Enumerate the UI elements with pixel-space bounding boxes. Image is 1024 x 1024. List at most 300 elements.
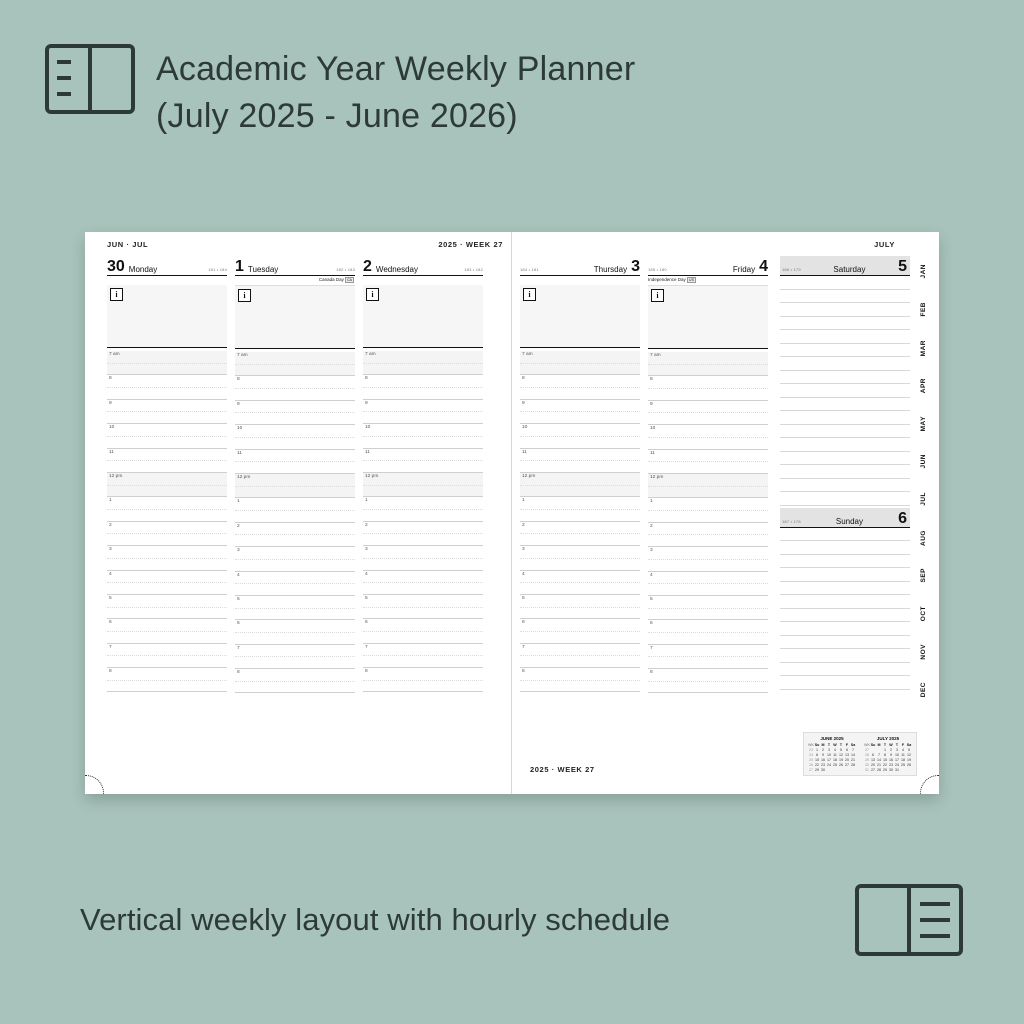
- day-ordinal-meta: 183 • 182: [464, 267, 483, 272]
- write-line[interactable]: [780, 330, 910, 344]
- write-line[interactable]: [780, 317, 910, 331]
- day-header: [780, 508, 910, 528]
- mini-day[interactable]: 23: [821, 762, 825, 767]
- mini-day[interactable]: 29: [883, 767, 887, 772]
- planner-left-page: [85, 232, 512, 794]
- hour-label: 5: [650, 596, 653, 602]
- mini-col-header: F: [901, 742, 905, 747]
- mini-day[interactable]: 27: [871, 767, 875, 772]
- mini-day[interactable]: 3: [828, 747, 830, 752]
- day-notes-area[interactable]: [363, 285, 483, 348]
- write-line[interactable]: [780, 479, 910, 493]
- hour-row[interactable]: [520, 668, 640, 692]
- mini-week-number: 28: [865, 752, 869, 757]
- hour-row[interactable]: [107, 619, 227, 643]
- page-title-line1: Academic Year Weekly Planner: [156, 50, 636, 88]
- day-header: [520, 256, 640, 276]
- write-line[interactable]: [780, 649, 910, 663]
- mini-day[interactable]: 18: [833, 757, 837, 762]
- hour-label: 8: [365, 669, 368, 675]
- day-column-wednesday[interactable]: [363, 256, 483, 693]
- hour-row[interactable]: [648, 425, 768, 449]
- hour-row[interactable]: [520, 595, 640, 619]
- holiday-name: Independence Day: [648, 277, 686, 283]
- mini-day[interactable]: 24: [827, 762, 831, 767]
- day-notes-area[interactable]: [107, 285, 227, 348]
- mini-day[interactable]: 9: [890, 752, 892, 757]
- mini-day[interactable]: 10: [895, 752, 899, 757]
- mini-day[interactable]: 30: [889, 767, 893, 772]
- holiday-name: Canada Day: [318, 277, 344, 283]
- day-number: 4: [759, 258, 768, 275]
- mini-day[interactable]: 30: [821, 767, 825, 772]
- hour-row[interactable]: [107, 351, 227, 375]
- hour-label: 5: [237, 596, 240, 602]
- mini-day[interactable]: 9: [822, 752, 824, 757]
- hour-label: 11: [650, 450, 655, 456]
- write-line[interactable]: [780, 303, 910, 317]
- mini-day[interactable]: 2: [890, 747, 892, 752]
- hour-label: 7 am: [522, 352, 533, 357]
- mini-day[interactable]: 6: [872, 752, 874, 757]
- day-number: 2: [363, 258, 372, 275]
- mini-col-header: T: [883, 742, 887, 747]
- hour-row[interactable]: [520, 400, 640, 424]
- write-line[interactable]: [780, 676, 910, 690]
- page-footer: [80, 880, 964, 960]
- day-notes-area[interactable]: [520, 285, 640, 348]
- mini-day[interactable]: 16: [821, 757, 825, 762]
- day-number: 6: [898, 509, 907, 527]
- hour-row[interactable]: [235, 669, 355, 693]
- hour-label: 7 am: [109, 352, 120, 357]
- day-block-saturday[interactable]: [780, 256, 910, 506]
- write-line[interactable]: [780, 465, 910, 479]
- hour-row[interactable]: [235, 401, 355, 425]
- hour-row[interactable]: [235, 474, 355, 498]
- mini-week-number: 26: [809, 762, 813, 767]
- hour-label: 3: [522, 547, 525, 553]
- hour-label: 2: [650, 523, 653, 529]
- hour-label: 6: [365, 620, 368, 626]
- hour-label: 7: [650, 645, 653, 651]
- mini-day[interactable]: 20: [845, 757, 849, 762]
- open-book-icon: [854, 880, 964, 960]
- hour-label: 12 pm: [650, 474, 664, 480]
- hour-row[interactable]: [363, 449, 483, 473]
- mini-day[interactable]: [850, 767, 856, 772]
- page-title-line2: (July 2025 - June 2026): [156, 96, 518, 135]
- month-tab-jun[interactable]: JUN: [920, 454, 927, 469]
- write-line[interactable]: [780, 276, 910, 290]
- holiday-country-flag: CA: [347, 278, 352, 282]
- day-notes-area[interactable]: [235, 286, 355, 349]
- mini-day[interactable]: 1: [884, 747, 886, 752]
- day-ordinal-meta: 185 • 180: [648, 267, 667, 272]
- day-number: 1: [235, 258, 244, 275]
- hour-row[interactable]: [235, 352, 355, 376]
- month-tab-dec[interactable]: DEC: [920, 682, 927, 698]
- mini-day[interactable]: 11: [901, 752, 905, 757]
- mini-day[interactable]: 29: [815, 767, 819, 772]
- mini-day[interactable]: 15: [883, 757, 887, 762]
- hour-row[interactable]: [648, 498, 768, 522]
- mini-col-header: T: [827, 742, 831, 747]
- mini-day[interactable]: 31: [895, 767, 899, 772]
- right-day-columns: [520, 256, 921, 693]
- write-line[interactable]: [780, 371, 910, 385]
- mini-day[interactable]: 16: [889, 757, 893, 762]
- mini-day[interactable]: 22: [883, 762, 887, 767]
- hour-grid: [648, 352, 768, 693]
- hour-row[interactable]: [520, 375, 640, 399]
- mini-day[interactable]: 14: [851, 752, 855, 757]
- hour-label: 6: [237, 621, 240, 627]
- day-notes-area[interactable]: [648, 286, 768, 349]
- hour-row[interactable]: [107, 449, 227, 473]
- mini-day[interactable]: 5: [840, 747, 842, 752]
- mini-day[interactable]: [906, 767, 912, 772]
- hour-label: 2: [237, 523, 240, 529]
- mini-col-header: Sa: [906, 742, 912, 747]
- day-column-friday[interactable]: [648, 256, 768, 693]
- hour-row[interactable]: [107, 571, 227, 595]
- weekend-write-lines[interactable]: [780, 276, 910, 506]
- hour-row[interactable]: [235, 450, 355, 474]
- hour-label: 1: [109, 498, 112, 504]
- info-icon[interactable]: i: [110, 288, 123, 301]
- footer-caption: Vertical weekly layout with hourly schedule: [80, 902, 671, 937]
- hour-label: 5: [522, 595, 525, 601]
- hour-row[interactable]: [648, 523, 768, 547]
- hour-row[interactable]: [648, 352, 768, 376]
- hour-row[interactable]: [648, 401, 768, 425]
- write-line[interactable]: [780, 357, 910, 371]
- right-page-week-label: 2025 · WEEK 27: [530, 765, 595, 774]
- write-line[interactable]: [780, 541, 910, 555]
- hour-row[interactable]: [235, 620, 355, 644]
- mini-day[interactable]: 13: [871, 757, 875, 762]
- mini-col-header: Su: [814, 742, 820, 747]
- mini-day[interactable]: 7: [852, 747, 854, 752]
- mini-day[interactable]: 14: [877, 757, 881, 762]
- mini-day[interactable]: 3: [896, 747, 898, 752]
- write-line[interactable]: [780, 425, 910, 439]
- day-header: [780, 256, 910, 276]
- mini-col-header: W: [833, 742, 837, 747]
- hour-label: 12 pm: [109, 473, 123, 479]
- mini-calendar-title: JUNE 2025: [820, 736, 844, 741]
- mini-week-number: 24: [809, 752, 813, 757]
- hour-label: 9: [109, 400, 112, 406]
- info-icon[interactable]: i: [523, 288, 536, 301]
- mini-day[interactable]: 21: [851, 757, 855, 762]
- hour-label: 11: [237, 450, 242, 456]
- write-line[interactable]: [780, 528, 910, 542]
- hour-label: 2: [109, 522, 112, 528]
- mini-day[interactable]: 17: [827, 757, 831, 762]
- mini-day[interactable]: 6: [846, 747, 848, 752]
- hour-label: 1: [237, 499, 240, 505]
- hour-label: 8: [237, 377, 240, 383]
- mini-col-header: T: [839, 742, 843, 747]
- hour-row[interactable]: [107, 375, 227, 399]
- write-line[interactable]: [780, 438, 910, 452]
- hour-label: 11: [109, 449, 114, 455]
- hour-row[interactable]: [107, 522, 227, 546]
- mini-day[interactable]: 17: [895, 757, 899, 762]
- hour-row[interactable]: [107, 497, 227, 521]
- mini-day[interactable]: 1: [816, 747, 818, 752]
- hour-row[interactable]: [520, 546, 640, 570]
- hour-row[interactable]: [520, 449, 640, 473]
- mini-day[interactable]: 21: [877, 762, 881, 767]
- mini-col-header: W: [889, 742, 893, 747]
- mini-day[interactable]: 4: [902, 747, 904, 752]
- mini-col-header: WK: [864, 742, 870, 747]
- mini-day[interactable]: 12: [839, 752, 843, 757]
- mini-day[interactable]: 11: [833, 752, 837, 757]
- hour-row[interactable]: [235, 596, 355, 620]
- day-header: [235, 256, 355, 276]
- mini-day[interactable]: 28: [877, 767, 881, 772]
- hour-row[interactable]: [363, 522, 483, 546]
- hour-label: 4: [237, 572, 240, 578]
- mini-day[interactable]: 28: [851, 762, 855, 767]
- mini-day[interactable]: 20: [871, 762, 875, 767]
- hour-row[interactable]: [363, 595, 483, 619]
- hour-row[interactable]: [520, 522, 640, 546]
- month-tab-jan[interactable]: JAN: [920, 264, 927, 279]
- hour-row[interactable]: [235, 498, 355, 522]
- mini-day[interactable]: 5: [908, 747, 910, 752]
- mini-day[interactable]: 4: [834, 747, 836, 752]
- hour-row[interactable]: [107, 473, 227, 497]
- hour-label: 5: [365, 595, 368, 601]
- hour-row[interactable]: [235, 572, 355, 596]
- write-line[interactable]: [780, 609, 910, 623]
- month-tab-may[interactable]: MAY: [920, 416, 927, 432]
- hour-row[interactable]: [107, 644, 227, 668]
- mini-week-number: 27: [809, 767, 813, 772]
- mini-day[interactable]: 26: [839, 762, 843, 767]
- mini-day[interactable]: 8: [816, 752, 818, 757]
- write-line[interactable]: [780, 344, 910, 358]
- hour-row[interactable]: [363, 400, 483, 424]
- write-line[interactable]: [780, 595, 910, 609]
- mini-week-number: 29: [865, 757, 869, 762]
- mini-col-header: M: [821, 742, 825, 747]
- hour-row[interactable]: [520, 351, 640, 375]
- hour-row[interactable]: [235, 376, 355, 400]
- mini-day[interactable]: 15: [815, 757, 819, 762]
- month-tab-apr[interactable]: APR: [920, 378, 927, 394]
- day-number: 3: [631, 258, 640, 275]
- mini-calendar-july: [864, 736, 912, 772]
- hour-row[interactable]: [235, 547, 355, 571]
- write-line[interactable]: [780, 398, 910, 412]
- holiday-label: [107, 276, 227, 285]
- mini-week-number: 27: [865, 747, 869, 752]
- hour-row[interactable]: [363, 497, 483, 521]
- day-name: Sunday: [835, 516, 863, 526]
- hour-row[interactable]: [107, 424, 227, 448]
- hour-label: 9: [365, 400, 368, 406]
- write-line[interactable]: [780, 622, 910, 636]
- hour-row[interactable]: [648, 645, 768, 669]
- page-header: [44, 40, 635, 140]
- hour-label: 8: [365, 376, 368, 382]
- hour-row[interactable]: [648, 669, 768, 693]
- day-number: 5: [898, 258, 907, 275]
- hour-label: 8: [522, 669, 525, 675]
- hour-row[interactable]: [363, 375, 483, 399]
- hour-grid: [520, 351, 640, 692]
- mini-day[interactable]: 26: [907, 762, 911, 767]
- weekend-write-lines[interactable]: [780, 528, 910, 690]
- info-icon[interactable]: i: [238, 289, 251, 302]
- page-corner-arc: [85, 775, 104, 794]
- hour-label: 1: [650, 499, 653, 505]
- open-book-icon: [44, 40, 136, 118]
- mini-col-header: T: [895, 742, 899, 747]
- day-name: Tuesday: [247, 265, 279, 274]
- hour-row[interactable]: [107, 668, 227, 692]
- hour-row[interactable]: [648, 376, 768, 400]
- mini-day[interactable]: 19: [907, 757, 911, 762]
- hour-row[interactable]: [363, 619, 483, 643]
- page-corner-arc: [920, 775, 939, 794]
- month-tab-feb[interactable]: FEB: [920, 302, 927, 317]
- mini-day[interactable]: 8: [884, 752, 886, 757]
- month-tab-sep[interactable]: SEP: [920, 568, 927, 583]
- month-tab-mar[interactable]: MAR: [920, 340, 927, 357]
- write-line[interactable]: [780, 492, 910, 506]
- day-number: 30: [107, 258, 125, 275]
- mini-day[interactable]: 18: [901, 757, 905, 762]
- month-tab-nov[interactable]: NOV: [920, 644, 927, 660]
- hour-row[interactable]: [520, 571, 640, 595]
- write-line[interactable]: [780, 582, 910, 596]
- hour-label: 10: [650, 426, 656, 432]
- mini-day[interactable]: 25: [901, 762, 905, 767]
- write-line[interactable]: [780, 452, 910, 466]
- hour-row[interactable]: [363, 644, 483, 668]
- hour-label: 7 am: [237, 353, 248, 358]
- mini-calendars: [803, 732, 917, 776]
- hour-label: 12 pm: [522, 473, 536, 479]
- day-header: [648, 256, 768, 276]
- left-page-month-range: JUN · JUL: [107, 240, 149, 249]
- day-ordinal-meta: 182 • 183: [336, 267, 355, 272]
- hour-label: 7: [109, 644, 112, 650]
- mini-day[interactable]: 22: [815, 762, 819, 767]
- month-tab-aug[interactable]: AUG: [920, 530, 927, 546]
- hour-label: 1: [522, 498, 525, 504]
- day-column-monday[interactable]: [107, 256, 227, 693]
- hour-label: 8: [109, 669, 112, 675]
- right-page-month: JULY: [874, 240, 895, 249]
- day-column-tuesday[interactable]: [235, 256, 355, 693]
- write-line[interactable]: [780, 411, 910, 425]
- write-line[interactable]: [780, 568, 910, 582]
- day-name: Monday: [128, 265, 158, 274]
- holiday-label: [235, 276, 355, 286]
- hour-row[interactable]: [363, 668, 483, 692]
- hour-label: 4: [650, 572, 653, 578]
- hour-row[interactable]: [648, 547, 768, 571]
- hour-row[interactable]: [648, 450, 768, 474]
- mini-week-number: 30: [865, 762, 869, 767]
- hour-row[interactable]: [648, 474, 768, 498]
- info-icon[interactable]: i: [651, 289, 664, 302]
- month-tab-jul[interactable]: JUL: [920, 492, 927, 506]
- hour-row[interactable]: [107, 546, 227, 570]
- write-line[interactable]: [780, 290, 910, 304]
- mini-day[interactable]: 7: [878, 752, 880, 757]
- info-icon[interactable]: i: [366, 288, 379, 301]
- day-column-thursday[interactable]: [520, 256, 640, 693]
- mini-day[interactable]: 23: [889, 762, 893, 767]
- hour-row[interactable]: [520, 644, 640, 668]
- hour-label: 6: [522, 620, 525, 626]
- hour-label: 8: [522, 376, 525, 382]
- hour-row[interactable]: [363, 571, 483, 595]
- mini-day[interactable]: 19: [839, 757, 843, 762]
- mini-day[interactable]: 13: [845, 752, 849, 757]
- write-line[interactable]: [780, 636, 910, 650]
- write-line[interactable]: [780, 663, 910, 677]
- day-name: Wednesday: [375, 265, 419, 274]
- hour-row[interactable]: [648, 596, 768, 620]
- hour-label: 9: [650, 401, 653, 407]
- hour-row[interactable]: [363, 546, 483, 570]
- hour-row[interactable]: [107, 400, 227, 424]
- day-header: [363, 256, 483, 276]
- mini-day[interactable]: 2: [822, 747, 824, 752]
- mini-day[interactable]: 25: [833, 762, 837, 767]
- hour-label: 3: [365, 547, 368, 553]
- hour-row[interactable]: [363, 351, 483, 375]
- hour-label: 11: [365, 449, 370, 455]
- hour-row[interactable]: [235, 523, 355, 547]
- mini-day[interactable]: 10: [827, 752, 831, 757]
- hour-row[interactable]: [648, 620, 768, 644]
- write-line[interactable]: [780, 555, 910, 569]
- hour-row[interactable]: [520, 424, 640, 448]
- hour-row[interactable]: [520, 473, 640, 497]
- hour-label: 7 am: [650, 353, 661, 358]
- write-line[interactable]: [780, 384, 910, 398]
- hour-label: 9: [522, 400, 525, 406]
- hour-row[interactable]: [520, 497, 640, 521]
- mini-day[interactable]: 24: [895, 762, 899, 767]
- hour-row[interactable]: [520, 619, 640, 643]
- hour-row[interactable]: [363, 473, 483, 497]
- month-tab-oct[interactable]: OCT: [920, 606, 927, 622]
- mini-day[interactable]: 27: [845, 762, 849, 767]
- day-block-sunday[interactable]: [780, 508, 910, 690]
- day-name: Saturday: [833, 265, 866, 274]
- hour-row[interactable]: [107, 595, 227, 619]
- hour-label: 10: [522, 425, 528, 431]
- hour-row[interactable]: [235, 645, 355, 669]
- hour-label: 8: [109, 376, 112, 382]
- mini-day[interactable]: 12: [907, 752, 911, 757]
- hour-row[interactable]: [235, 425, 355, 449]
- hour-row[interactable]: [363, 424, 483, 448]
- hour-row[interactable]: [648, 572, 768, 596]
